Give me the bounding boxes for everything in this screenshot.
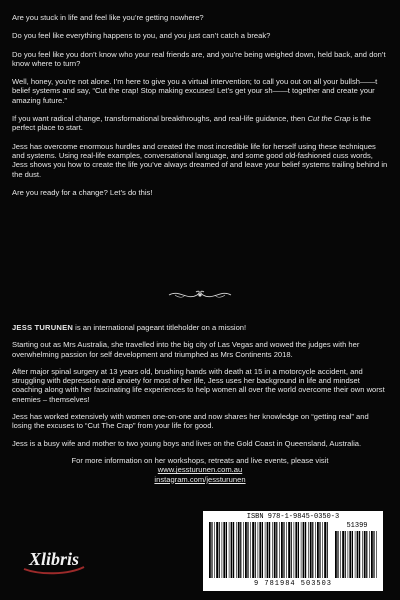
bio-background: After major spinal surgery at 13 years old, brushing hands with death at 15 in a motorcycle accident, and struggling with depression and anxiety for most of her life, Jess uses her background in life and mindset coaching along with her fascinating life experiences to help women all over the world overcome their own worst enemies – themselves! xyxy=(12,366,385,404)
blurb xyxy=(12,13,388,206)
more-info-text: For more information on her workshops, retreats and live events, please visit xyxy=(71,455,329,465)
barcode-bars-icon xyxy=(209,522,329,578)
publisher-logo xyxy=(18,545,90,575)
website-link[interactable]: www.jessturunen.com.au xyxy=(157,465,243,475)
price-code: 51399 xyxy=(346,522,368,530)
blurb-intervention: Well, honey, you’re not alone. I’m here to give you a virtual intervention; to call you out on all your bullsh——t belief systems and say, “Cut the crap! Stop making excuses! Let’s get your sh——t together and create your amazing future.” xyxy=(12,77,378,105)
blurb-about-jess: Jess has overcome enormous hurdles and created the most incredible life for herself using these techniques and systems. Using real-life examples, conversational language, and some good old-fashioned cuss words, Jess shows you how to create the life you’ve always dreamed of and leave your belief systems trailing behind in the dust. xyxy=(12,141,388,179)
book-title-italic: Cut the Crap xyxy=(307,114,351,124)
instagram-link[interactable]: instagram.com/jessturunen xyxy=(154,474,246,484)
author-name: JESS TURUNEN xyxy=(12,323,74,332)
author-bio xyxy=(12,323,388,484)
bio-work: Jess has worked extensively with women one-on-one and now shares her knowledge on “getting real” and losing the excuses to “Cut The Crap” from your life for good. xyxy=(12,412,369,431)
bio-family: Jess is a busy wife and mother to two young boys and lives on the Gold Coast in Queensland, Australia. xyxy=(12,438,362,448)
logo-text: Xlibris xyxy=(28,549,80,569)
flourish-ornament-icon xyxy=(165,288,235,302)
blurb-question-2: Do you feel like everything happens to you, and you just can’t catch a break? xyxy=(12,31,271,41)
blurb-question-1: Are you stuck in life and feel like you’re getting nowhere? xyxy=(12,13,204,22)
isbn-barcode xyxy=(203,511,383,591)
ean-number: 9 781984 503503 xyxy=(253,580,332,588)
blurb-call-to-action: Are you ready for a change? Let’s do this! xyxy=(12,187,153,197)
bio-pageant: Starting out as Mrs Australia, she travelled into the big city of Las Vegas and wowed the judges with her overwhelming passion for self development and triumphed as Mrs Continents 2018. xyxy=(12,340,360,359)
isbn-number: ISBN 978-1-9845-0350-3 xyxy=(246,513,340,521)
bio-intro: JESS TURUNEN is an international pageant titleholder on a mission! xyxy=(12,323,247,332)
blurb-question-3: Do you feel like you don’t know who your real friends are, and you’re being weighed down, held back, and don’t know where to turn? xyxy=(12,49,386,68)
barcode-addon-bars-icon xyxy=(335,531,377,578)
blurb-guidance: If you want radical change, transformational breakthroughs, and real-life guidance, then Cut the Crap is the perfect place to start. xyxy=(12,114,371,133)
